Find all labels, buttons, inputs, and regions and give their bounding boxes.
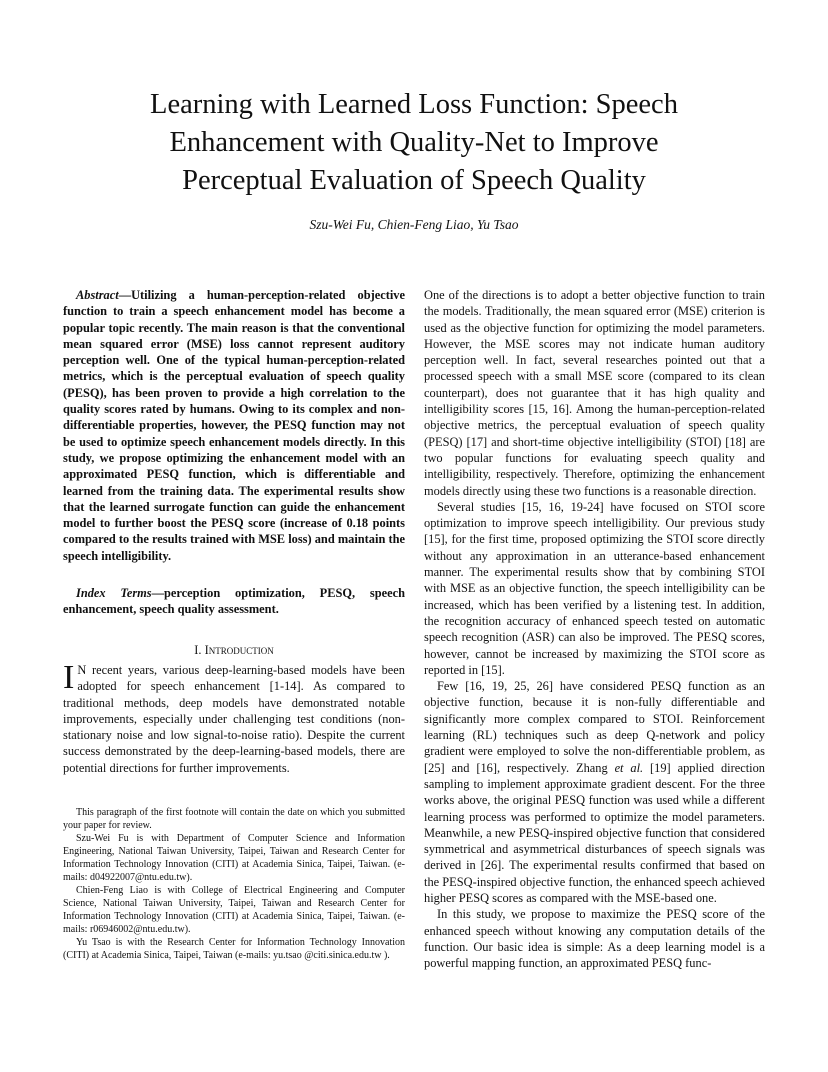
section-heading xyxy=(63,642,405,658)
body-paragraph xyxy=(424,678,765,906)
right-column xyxy=(424,287,765,971)
index-terms-lead: Index Terms xyxy=(76,586,152,601)
title-line: Learning with Learned Loss Function: Speech xyxy=(150,89,678,120)
title-line: Enhancement with Quality-Net to Improve xyxy=(169,127,659,158)
footnote: Yu Tsao is with the Research Center for Information Technology Innovation (CITI) at Academia Sinica, Taipei, Taiwan (e-mails: yu.tsao @citi.sinica.edu.tw ). xyxy=(63,937,405,961)
footnote: This paragraph of the first footnote will contain the date on which you submitted your paper for review. xyxy=(63,807,405,831)
footnotes xyxy=(63,806,405,962)
intro-paragraph xyxy=(63,658,405,776)
paragraph-text: [19] applied direction sampling to implement approximate gradient descent. For the three works above, the original PESQ function was used while a different learning process was performed to optimize the model parameters. Meanwhile, a new PESQ-inspired objective function that considered symmetrical and asymmetrical disturbances of speech signals was derived in [26]. The experimental results confirmed that based on the PESQ-inspired objective function, the enhanced speech achieved higher PESQ scores as compared with the MSE-based one. xyxy=(424,760,765,905)
abstract xyxy=(63,287,405,564)
drop-cap: I xyxy=(63,658,75,696)
index-terms-dash: — xyxy=(151,586,164,601)
footnote: Szu-Wei Fu is with Department of Computer Science and Information Engineering, National Taiwan University, Taipei, Taiwan and Research Center for Information Technology Innovation (CITI) at Academia Sinica, Taipei, Taiwan. (e-mails: d04922007@ntu.edu.tw). xyxy=(63,833,405,883)
body-paragraph: Several studies [15, 16, 19-24] have focused on STOI score optimization to improve speech intelligibility. Our previous study [15], for the first time, proposed optimizing the STOI score directly without any approximation in an utterance-based enhancement manner. The experimental results show that by combining STOI with MSE as an objective function, the speech intelligibility can be increased, which has been verified by a listening test. In addition, the recognition accuracy of enhanced speech tested on automatic speech recognition (ASR) can also be improved. The PESQ scores, however, cannot be increased by maximizing the STOI score as reported in [15]. xyxy=(424,499,765,677)
footnote: Chien-Feng Liao is with College of Electrical Engineering and Computer Science, National Taiwan University, Taipei, Taiwan and Research Center for Information Technology Innovation (CITI) at Academia Sinica, Taipei, Taiwan. (e-mails: r06946002@ntu.edu.tw). xyxy=(63,885,405,935)
left-column xyxy=(63,287,405,776)
intro-text: N recent years, various deep-learning-based models have been adopted for speech enhancement [1-14]. As compared to traditional methods, deep models have demonstrated notable improvements, especially under challenging test conditions (non-stationary noise and low signal-to-noise ratio). Despite the current success demonstrated by the deep-learning-based models, there are potential directions for further improvements. xyxy=(63,662,405,775)
body-paragraph: In this study, we propose to maximize the PESQ score of the enhanced speech without knowing any computation details of the function. Our basic idea is simple: As a deep learning model is a powerful mapping function, an approximated PESQ func- xyxy=(424,907,765,971)
et-al: et al. xyxy=(614,760,644,775)
abstract-text: Utilizing a human-perception-related objective function to train a speech enhancement model has become a popular topic recently. The main reason is that the conventional mean squared error (MSE) loss cannot represent auditory perception well. One of the typical human-perception-related metrics, which is the perceptual evaluation of speech quality (PESQ), has been proven to provide a high correlation to the quality scores rated by humans. Owing to its complex and non-differentiable properties, however, the PESQ function may not be used to optimize speech enhancement models directly. In this study, we propose optimizing the enhancement model with an approximated PESQ function, which is differentiable and learned from the training data. The experimental results show that the learned surrogate function can guide the enhancement model to further boost the PESQ score (increase of 0.18 points compared to the results trained with MSE loss) and maintain the speech intelligibility. xyxy=(63,288,405,563)
title-line: Perceptual Evaluation of Speech Quality xyxy=(182,165,646,196)
body-paragraph: One of the directions is to adopt a better objective function to train the models. Traditionally, the mean squared error (MSE) criterion is used as the objective function for optimizing the model parameters. However, the MSE scores may not indicate human auditory perception well. In fact, several researches pointed out that a processed speech with a small MSE score (compared to its clean counterpart), does not guarantee that it has high quality and intelligibility scores [15, 16]. Among the human-perception-related objective metrics, the perceptual evaluation of speech quality (PESQ) [17] and short-time objective intelligibility (STOI) [18] are two popular functions for evaluating speech quality and intelligibility, respectively. Therefore, optimizing the enhancement models directly using these two functions is a reasonable direction. xyxy=(424,288,765,498)
abstract-lead: Abstract xyxy=(76,288,119,302)
index-terms xyxy=(63,585,405,618)
paper-title xyxy=(60,86,768,200)
author-list: Szu-Wei Fu, Chien-Feng Liao, Yu Tsao xyxy=(309,217,519,232)
paragraph-text: Few [16, 19, 25, 26] have considered PESQ function as an objective function, because it is non-fully differentiable and significantly more complex compared to STOI. Reinforcement learning (RL) techniques such as deep Q-network and policy gradient were employed to solve the non-differentiable problem, as [25] and [16], respectively. Zhang xyxy=(424,679,765,775)
abstract-dash: — xyxy=(118,288,132,302)
section-title: Introduction xyxy=(204,642,274,657)
index-terms-text: perception optimization, PESQ, speech enhancement, speech quality assessment. xyxy=(63,586,405,617)
section-number: I. xyxy=(194,642,202,657)
